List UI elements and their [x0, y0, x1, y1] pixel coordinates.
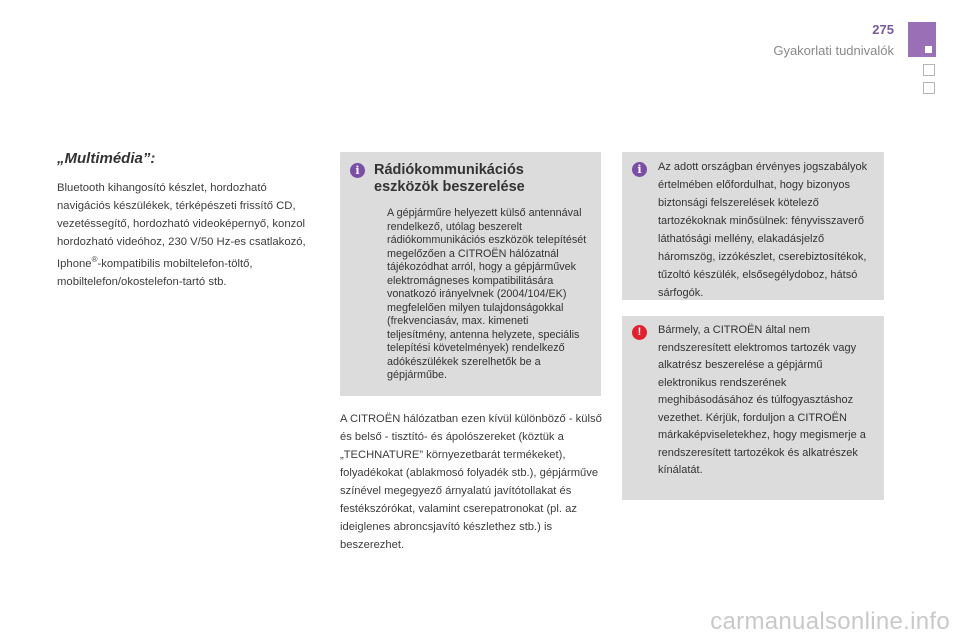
info-icon: i: [632, 162, 647, 177]
legal-box-text: Az adott országban érvényes jogszabályok értelmében előfordulhat, hogy bizonyos biztonsági felszerelések kötelező tartozékoknak minősülnek: fényvisszaverő láthatósági mellény, elakadásjelző háromszög, izzókészlet, cserebiztosítékok, tűzoltó készülék, elsősegélydoboz, hátsó sárfogók.: [658, 161, 868, 299]
radio-box-text: A gépjárműre helyezett külső antennával rendelkező, utólag beszerelt rádiókommunikációs eszközök telepítését megelőzően a CITROËN hálózatnál tájékozódhat arról, hogy a gépjárművek elektromágneses kompatibilitására vonatkozó irányelvnek (2004/104/EK) megfelelően milyen tulajdonságokkal (frekvenciasáv, max. kimeneti teljesítmény, antenna helyzete, speciális telepítési követelmények) rendelkező adókészülékek szerelhetők be a gépjárműbe.: [387, 207, 587, 381]
section-tab-empty: [923, 64, 935, 76]
page-number: 275: [872, 22, 894, 37]
warning-box: [622, 316, 884, 500]
legal-equipment-box: [622, 152, 884, 300]
tab-marker-icon: [925, 46, 932, 53]
warning-box-text: Bármely, a CITROËN által nem rendszeresített elektromos tartozék vagy alkatrész beszerelése a gépjármű elektronikus rendszerének meghibásodásához és túlfogyasztáshoz vezethet. Kérjük, forduljon a CITROËN márkaképviseletekhez, hogy megismerje a rendszeresített tartozékok és alkatrészek kínálatát.: [658, 324, 866, 476]
multimedia-heading: „Multimédia”:: [57, 150, 156, 167]
multimedia-text: [57, 179, 319, 291]
multimedia-text-part2: -kompatibilis mobiltelefon-töltő, mobiltelefon/okostelefon-tartó stb.: [57, 257, 253, 288]
section-tab-active: [908, 22, 936, 57]
watermark: carmanualsonline.info: [710, 608, 950, 635]
warning-icon: !: [632, 325, 647, 340]
section-title: Gyakorlati tudnivalók: [773, 43, 894, 58]
multimedia-text-part1: Bluetooth kihangosító készlet, hordozható navigációs készülékek, térképészeti frissítő CD, vezetéssegítő, hordozható videoképernyő, konzol hordozható videóhoz, 230 V/50 Hz-es csatlakozó, Iphone: [57, 182, 306, 270]
radio-box-title: Rádiókommunikációs eszközök beszerelése: [374, 162, 525, 195]
radio-equipment-box: [340, 152, 601, 396]
multimedia-section: [57, 150, 319, 291]
section-tab-empty: [923, 82, 935, 94]
care-products-text: A CITROËN hálózatban ezen kívül különböző - külső és belső - tisztító- és ápolószereket (köztük a „TECHNATURE” környezetbarát termékeket), folyadékokat (ablakmosó folyadék stb.), gépjárműve színével megegyező árnyalatú javítótollakat és festékszórókat, valamint cserepatronokat (pl. az ideiglenes abroncsjavító készlethez stb.) is beszerezhet.: [340, 413, 602, 551]
info-icon: i: [350, 163, 365, 178]
registered-mark: ®: [91, 255, 98, 264]
